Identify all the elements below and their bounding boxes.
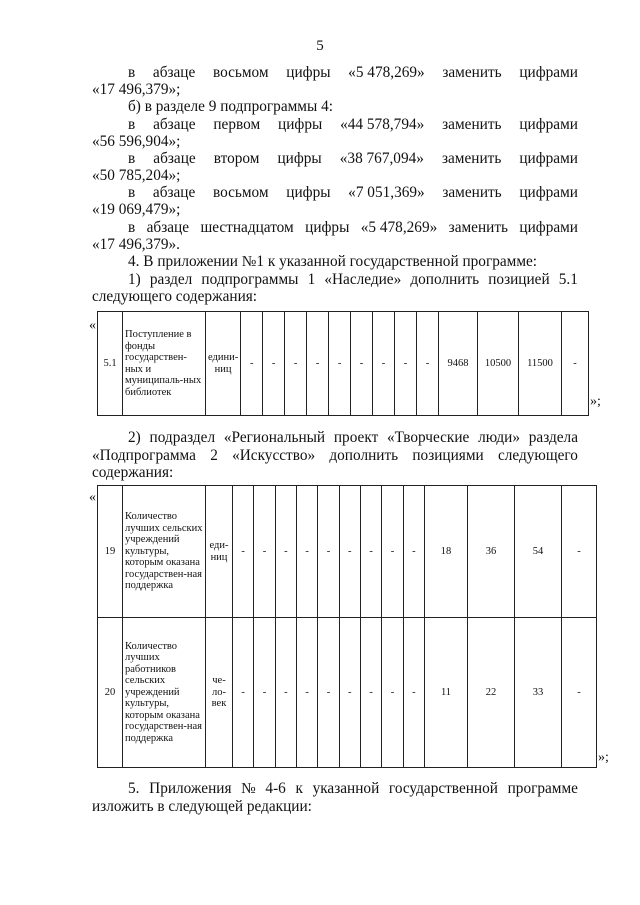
word: «7 051,369» [348, 184, 425, 201]
cell-dash: - [233, 618, 254, 768]
text-line-16 [92, 447, 578, 465]
word: втором [213, 150, 260, 167]
value-last: - [562, 312, 589, 416]
table-row [98, 312, 589, 416]
value-1: 11 [425, 618, 468, 768]
word: «Творческие [387, 429, 470, 446]
cell-dash: - [307, 312, 329, 416]
text-line-13 [128, 271, 578, 289]
word: 4-6 [265, 780, 286, 797]
value-1: 18 [425, 486, 468, 618]
close-quote: »; [598, 750, 609, 765]
text-line-5: «56 596,904»; [92, 133, 181, 150]
word: № [241, 780, 256, 797]
text-line-17: содержания: [92, 464, 174, 481]
word: в [128, 150, 136, 167]
text-line-10 [128, 219, 578, 237]
value-2: 36 [468, 486, 515, 618]
word: подраздел [149, 429, 216, 446]
text-line-11: «17 496,379». [92, 236, 180, 253]
word: «Наследие» [324, 271, 402, 288]
word: 5.1 [558, 271, 578, 288]
word: позициями [412, 447, 484, 464]
open-quote: « [89, 318, 96, 333]
word: абзаце [153, 150, 196, 167]
cell-dash: - [318, 618, 339, 768]
word: указанной [312, 780, 380, 797]
cell-dash: - [351, 312, 373, 416]
word: 2 [210, 447, 218, 464]
word: восьмом [212, 64, 269, 81]
text-line-8 [128, 184, 578, 202]
cell-dash: - [416, 312, 438, 416]
table-position-5-1 [97, 311, 589, 416]
table-row [98, 486, 597, 618]
text-line-3: б) в разделе 9 подпрограммы 4: [128, 98, 333, 115]
unit: едини-ниц [206, 312, 241, 416]
cell-dash: - [382, 486, 403, 618]
cell-dash: - [339, 618, 360, 768]
word: дополнить [410, 271, 480, 288]
value-3: 11500 [519, 312, 562, 416]
indicator-name: Количество лучших сельских учреждений культуры, которым оказана государствен-ная поддержка [123, 486, 206, 618]
word: 1 [307, 271, 316, 288]
cell-dash: - [233, 486, 254, 618]
cell-dash: - [263, 312, 285, 416]
text-line-4 [128, 116, 578, 134]
word: заменить [442, 184, 502, 201]
table-row [98, 618, 597, 768]
word: абзаце [146, 219, 190, 236]
open-quote: « [89, 490, 96, 505]
word: к [295, 780, 303, 797]
value-3: 54 [515, 486, 562, 618]
word: заменить [448, 219, 508, 236]
word: первом [213, 116, 261, 133]
word: абзаце [152, 64, 196, 81]
word: Приложения [149, 780, 232, 797]
word: государственной [388, 780, 498, 797]
word: в [128, 64, 136, 81]
word: в [128, 116, 136, 133]
cell-dash: - [382, 618, 403, 768]
cell-dash: - [241, 312, 263, 416]
cell-dash: - [254, 618, 275, 768]
text-line-14: следующего содержания: [92, 288, 258, 305]
word: абзаце [152, 184, 196, 201]
word: дополнить [329, 447, 399, 464]
word: 5. [128, 780, 140, 797]
cell-dash: - [395, 312, 417, 416]
cell-dash: - [285, 312, 307, 416]
cell-dash: - [339, 486, 360, 618]
word: «44 578,794» [340, 116, 425, 133]
text-line-9: «19 069,479»; [92, 201, 181, 218]
close-quote: »; [590, 394, 601, 409]
word: заменить [442, 116, 502, 133]
text-line-1 [128, 64, 578, 82]
word: цифрами [519, 219, 578, 236]
word: цифры [286, 64, 331, 81]
cell-dash: - [373, 312, 395, 416]
text-line-7: «50 785,204»; [92, 167, 181, 184]
word: заменить [442, 64, 502, 81]
unit: че-ло-век [206, 618, 233, 768]
cell-dash: - [275, 618, 296, 768]
text-line-6 [128, 150, 578, 168]
page-number: 5 [316, 38, 324, 54]
cell-dash: - [254, 486, 275, 618]
text-line-2: «17 496,379»; [92, 81, 181, 98]
cell-dash: - [403, 486, 424, 618]
row-number: 19 [98, 486, 123, 618]
word: цифры [278, 116, 323, 133]
cell-dash: - [318, 486, 339, 618]
value-2: 10500 [478, 312, 519, 416]
word: цифрами [519, 150, 578, 167]
word: цифры [277, 150, 322, 167]
value-1: 9468 [439, 312, 478, 416]
word: «Региональный [223, 429, 326, 446]
word: подпрограммы [201, 271, 299, 288]
word: люди» [478, 429, 521, 446]
word: цифры [286, 184, 331, 201]
value-last: - [562, 618, 597, 768]
cell-dash: - [329, 312, 351, 416]
word: абзаце [153, 116, 196, 133]
word: шестнадцатом [200, 219, 294, 236]
word: 1) [128, 271, 141, 288]
word: программе [507, 780, 578, 797]
value-3: 33 [515, 618, 562, 768]
word: «Искусство» [232, 447, 316, 464]
text-line-18 [128, 780, 578, 798]
text-line-15 [128, 429, 578, 447]
word: «Подпрограмма [92, 447, 196, 464]
word: «38 767,094» [339, 150, 424, 167]
table-positions-19-20 [97, 485, 597, 768]
cell-dash: - [275, 486, 296, 618]
word: «5 478,269» [360, 219, 438, 236]
word: в [128, 184, 136, 201]
value-last: - [562, 486, 597, 618]
text-line-12: 4. В приложении №1 к указанной государственной программе: [128, 253, 538, 270]
word: позицией [488, 271, 550, 288]
word: цифрами [519, 64, 578, 81]
cell-dash: - [360, 486, 381, 618]
indicator-name: Количество лучших работников сельских учреждений культуры, которым оказана государствен-ная поддержка [123, 618, 206, 768]
word: 2) [128, 429, 141, 446]
word: проект [333, 429, 379, 446]
word: цифрами [519, 184, 578, 201]
word: раздела [528, 429, 578, 446]
row-number: 20 [98, 618, 123, 768]
cell-dash: - [296, 486, 317, 618]
word: «5 478,269» [348, 64, 425, 81]
unit: еди-ниц [206, 486, 233, 618]
cell-dash: - [360, 618, 381, 768]
row-number: 5.1 [98, 312, 123, 416]
cell-dash: - [296, 618, 317, 768]
word: раздел [149, 271, 193, 288]
word: цифры [305, 219, 350, 236]
text-line-19: изложить в следующей редакции: [92, 798, 312, 815]
word: цифрами [519, 116, 578, 133]
word: следующего [497, 447, 578, 464]
indicator-name: Поступление в фонды государствен-ных и муниципаль-ных библиотек [123, 312, 206, 416]
word: заменить [441, 150, 502, 167]
cell-dash: - [403, 618, 424, 768]
value-2: 22 [468, 618, 515, 768]
word: восьмом [212, 184, 269, 201]
word: в [128, 219, 136, 236]
